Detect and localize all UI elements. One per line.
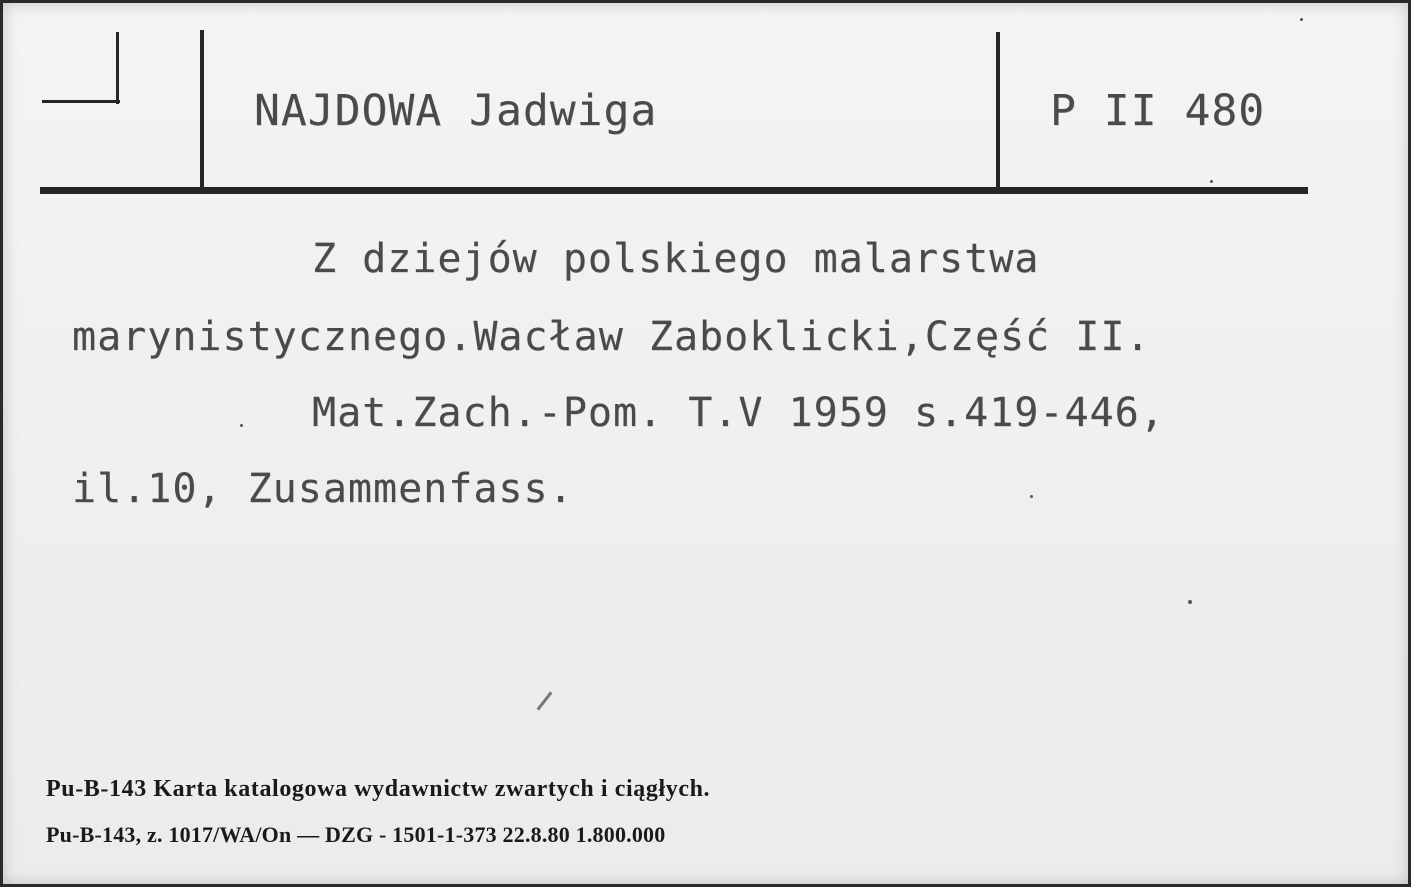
entry-line-1: Z dziejów polskiego malarstwa: [312, 236, 1040, 282]
paper-speck: [1210, 180, 1213, 183]
call-number: P II 480: [1050, 86, 1266, 136]
print-info: Pu-B-143, z. 1017/WA/On — DZG - 1501-1-373 22.8.80 1.800.000: [46, 822, 666, 847]
header-divider-right: [996, 32, 1000, 190]
header-divider-left: [200, 30, 204, 188]
paper-speck: [1300, 18, 1303, 21]
header-rule: [40, 187, 1308, 194]
paper-speck: [240, 424, 243, 427]
corner-mark-vertical: [116, 32, 119, 104]
corner-mark-horizontal: [42, 100, 120, 103]
paper-speck: [1030, 495, 1033, 498]
paper-speck: [1188, 600, 1192, 604]
entry-line-3: Mat.Zach.-Pom. T.V 1959 s.419-446,: [312, 390, 1165, 436]
entry-line-2: marynistycznego.Wacław Zaboklicki,Część II.: [72, 314, 1151, 360]
entry-line-4: il.10, Zusammenfass.: [72, 466, 574, 512]
paper-scratch: [537, 691, 553, 710]
author-heading: NAJDOWA Jadwiga: [254, 86, 658, 136]
form-title: Pu-B-143 Karta katalogowa wydawnictw zwartych i ciągłych.: [46, 776, 711, 802]
